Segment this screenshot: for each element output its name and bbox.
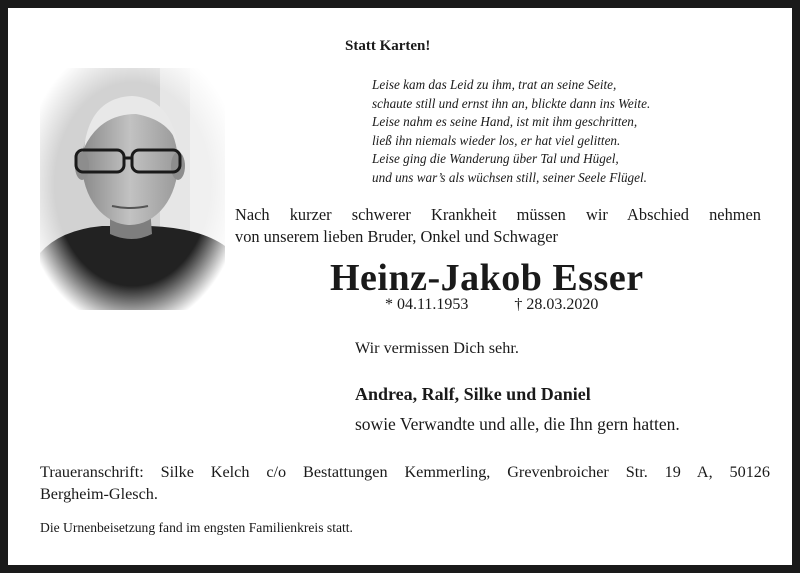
poem-line: ließ ihn niemals wieder los, er hat viel gelitten. bbox=[372, 132, 621, 148]
intro-line: von unserem lieben Bruder, Onkel und Schwager bbox=[235, 227, 558, 246]
birth-date: * 04.11.1953 bbox=[385, 296, 469, 313]
poem-line: schaute still und ernst ihn an, blickte dann ins Weite. bbox=[372, 95, 651, 111]
intro-line: Nach kurzer schwerer Krankheit müssen wir Abschied nehmen bbox=[235, 205, 761, 224]
relatives-text: sowie Verwandte und alle, die Ihn gern hatten. bbox=[355, 414, 680, 434]
poem-line: Leise nahm es seine Hand, ist mit ihm geschritten, bbox=[372, 114, 638, 130]
obituary-card bbox=[8, 8, 792, 565]
address-line: Bergheim-Glesch. bbox=[40, 484, 158, 503]
deceased-name: Heinz-Jakob Esser bbox=[330, 257, 644, 299]
portrait-illustration bbox=[40, 68, 225, 310]
portrait-photo bbox=[40, 68, 225, 310]
poem-line: und uns war’s als wüchsen still, seiner Seele Flügel. bbox=[372, 169, 647, 185]
poem-line: Leise kam das Leid zu ihm, trat an seine Seite, bbox=[372, 77, 617, 92]
intro-text bbox=[235, 204, 761, 248]
address-line: Traueranschrift: Silke Kelch c/o Bestattungen Kemmerling, Grevenbroicher Str. 19 A, 50126 bbox=[40, 463, 770, 481]
family-names: Andrea, Ralf, Silke und Daniel bbox=[355, 384, 591, 404]
burial-note: Die Urnenbeisetzung fand im engsten Familienkreis statt. bbox=[40, 520, 353, 535]
miss-text: Wir vermissen Dich sehr. bbox=[355, 339, 519, 357]
poem-line: Leise ging die Wanderung über Tal und Hügel, bbox=[372, 151, 619, 167]
life-dates bbox=[385, 296, 598, 314]
death-date: † 28.03.2020 bbox=[514, 296, 599, 313]
poem bbox=[372, 76, 650, 188]
header-statt-karten: Statt Karten! bbox=[345, 38, 431, 54]
mourning-address bbox=[40, 462, 770, 505]
